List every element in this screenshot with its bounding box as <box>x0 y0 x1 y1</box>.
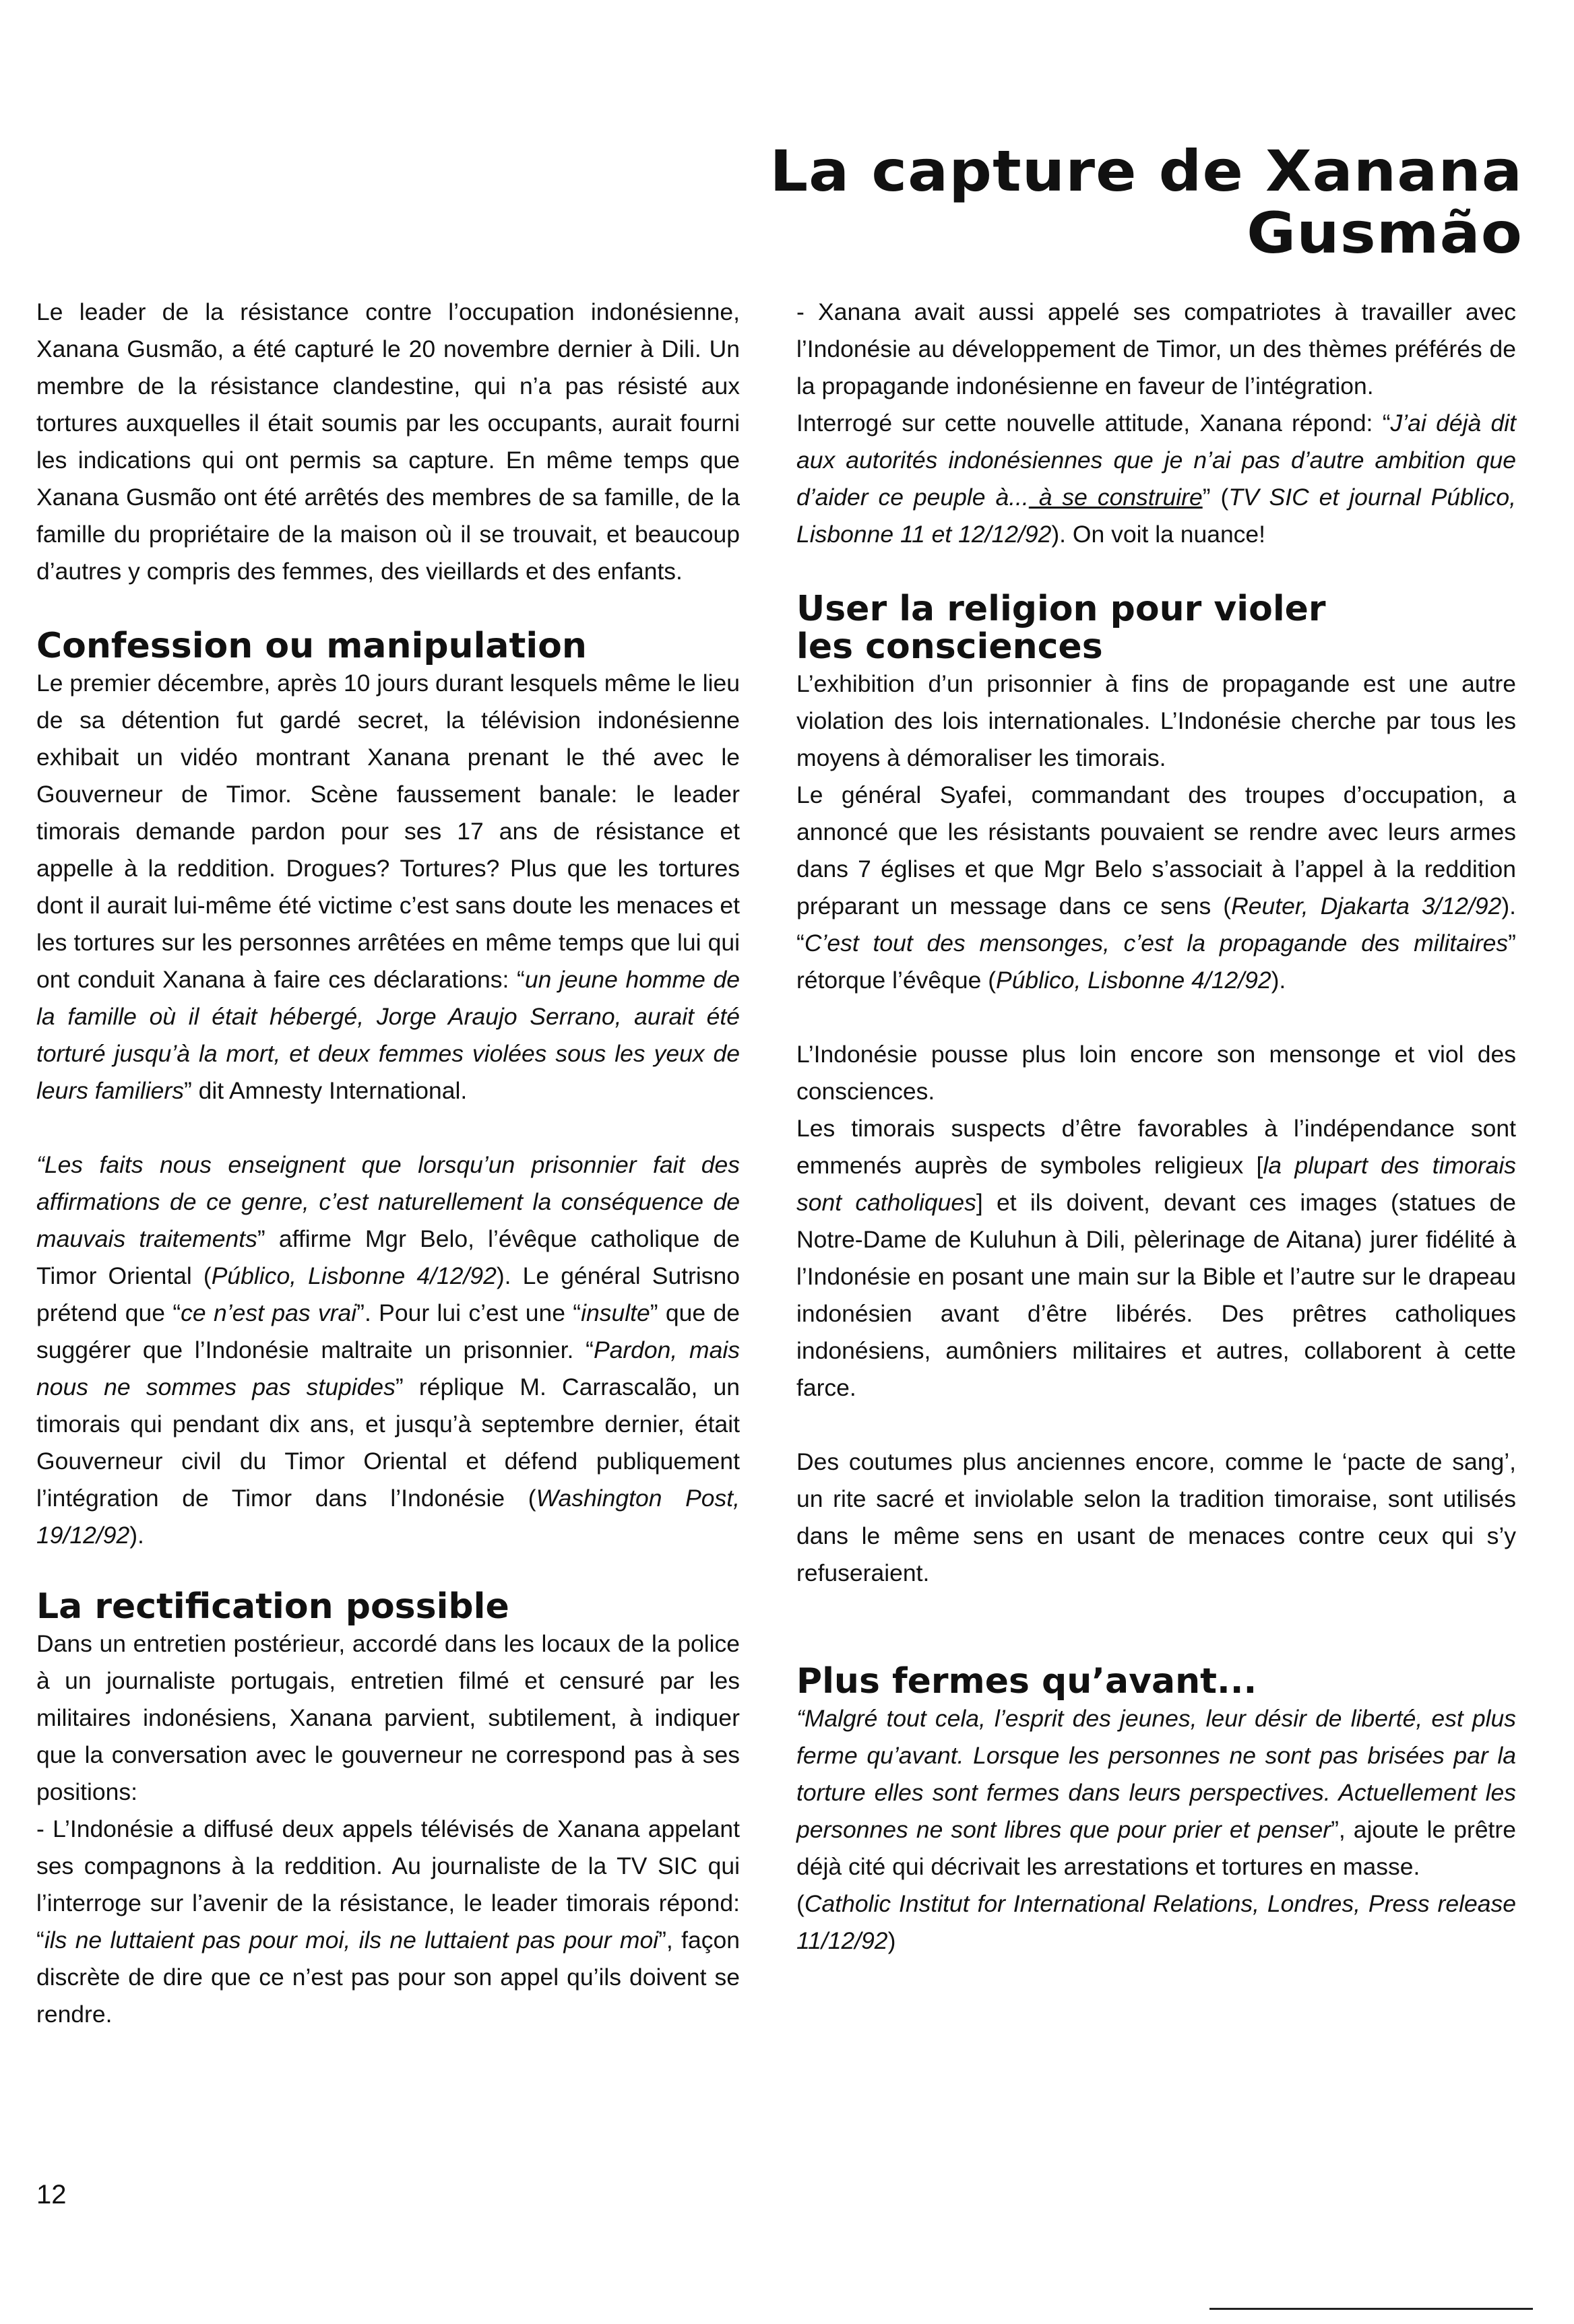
heading-line: User la religion pour violer <box>796 589 1326 629</box>
quote-run: J’ai déjà dit aux autorités indonésiennes que je n’ai pas d’autre ambition que d’aider ce peuple à... <box>796 410 1516 511</box>
source-run: Público, Lisbonne 4/12/92 <box>996 967 1271 994</box>
quote-run: “Les faits nous enseignent que lorsqu’un prisonnier fait des affirmations de ce genre, c’est naturellement la conséquence de mauvais traitements <box>36 1151 740 1252</box>
rectification-paragraph-1: Dans un entretien postérieur, accordé dans les locaux de la police à un journaliste portugais, entretien filmé et censuré par les militaires indonésiens, Xanana parvient, subtilement, à indiquer que la conversation avec le gouverneur ne correspond pas à ses positions: <box>36 1630 740 1805</box>
text-run: ” que de suggérer que l’Indonésie maltraite un prisonnier. “ <box>36 1299 741 1363</box>
spacer <box>796 1592 1516 1629</box>
confession-paragraph-2 <box>36 1147 740 1554</box>
spacer <box>36 1109 740 1147</box>
source-run: TV SIC et journal Público, Lisbonne 11 et 12/12/92 <box>796 484 1516 548</box>
religion-paragraph-5: Des coutumes plus anciennes encore, comme le ‘pacte de sang’, un rite sacré et inviolable selon la tradition timoraise, sont utilisés dans le même sens en usant de menaces contre ceux qui s’y refuseraient. <box>796 1448 1516 1586</box>
text-run: ” dit Amnesty International. <box>183 1077 468 1104</box>
text-run: Les timorais suspects d’être favorables à l’indépendance sont emmenés auprès de symboles religieux [ <box>796 1115 1516 1179</box>
heading-line: les consciences <box>796 626 1103 667</box>
heading-religion <box>796 590 1516 666</box>
religion-paragraph-2 <box>796 777 1516 999</box>
spacer <box>796 1407 1516 1444</box>
spacer <box>796 553 1516 590</box>
text-run: ). Le général Sutrisno prétend que “ <box>36 1262 741 1326</box>
fermes-paragraph <box>796 1700 1516 1885</box>
text-run: ”, ajoute le prêtre déjà cité qui décrivait les arrestations et tortures en masse. <box>796 1816 1516 1880</box>
text-run: ” ( <box>1202 484 1229 511</box>
quote-run: “Malgré tout cela, l’esprit des jeunes, leur désir de liberté, est plus ferme qu’avant. Lorsque les personnes ne sont pas brisées par la torture elles sont fermes dans leurs perspectives. Actuellement les personnes ne sont libres que pour prier et penser <box>796 1705 1516 1843</box>
source-run: Catholic Institut for International Relations, Londres, Press release 11/12/92 <box>796 1890 1516 1954</box>
text-run: Le premier décembre, après 10 jours durant lesquels même le lieu de sa détention fut gardé secret, la télévision indonésienne exhibait un vidéo montrant Xanana prenant le thé avec le Gouverneur de Timor. Scène faussement banale: le leader timorais demande pardon pour ses 17 ans de résistance et appelle à la reddition. Drogues? Tortures? Plus que les tortures dont il aurait lui-même été victime c’est sans doute les menaces et les tortures sur les personnes arrêtées en même temps que lui qui ont conduit Xanana à faire ces déclarations: “ <box>36 670 740 993</box>
quote-run: un jeune homme de la famille où il était hébergé, Jorge Araujo Serrano, aurait été torturé jusqu’à la mort, et deux femmes violées sous les yeux de leurs familiers <box>36 966 740 1104</box>
heading-fermes: Plus fermes qu’avant... <box>796 1661 1257 1702</box>
spacer <box>796 1629 1516 1663</box>
text-run: ). <box>129 1522 144 1549</box>
spacer <box>36 590 740 627</box>
text-run: ( <box>796 1890 805 1917</box>
footer-rule <box>1209 2308 1533 2310</box>
text-run: ”. Pour lui c’est une “ <box>356 1299 581 1326</box>
spacer <box>796 999 1516 1036</box>
underlined-quote-run: à se construire <box>1028 484 1203 511</box>
right-column <box>796 294 1516 1960</box>
text-run: ). <box>1271 967 1286 994</box>
text-run: Interrogé sur cette nouvelle attitude, Xanana répond: “ <box>796 410 1391 437</box>
confession-paragraph-1 <box>36 665 740 1109</box>
article-title: La capture de Xanana Gusmão <box>769 138 1523 267</box>
text-run: ” affirme Mgr Belo, l’évêque catholique de Timor Oriental ( <box>36 1225 740 1289</box>
text-run: ] et ils doivent, devant ces images (statues de Notre-Dame de Kuluhun à Dili, pèlerinage de Aitana) jurer fidélité à l’Indonésie en posant une main sur la Bible et l’autre sur le drapeau indonésien avant d’être libérés. Des prêtres catholiques indonésiens, aumôniers militaires et autres, collaborent à cette farce. <box>796 1189 1516 1401</box>
intro-paragraph: Le leader de la résistance contre l’occupation indonésienne, Xanana Gusmão, a été capturé le 20 novembre dernier à Dili. Un membre de la résistance clandestine, qui n’a pas résisté aux tortures auxquelles il était soumis par les occupants, aurait fourni les indications qui ont permis sa capture. En même temps que Xanana Gusmão ont été arrêtés des membres de sa famille, de la famille du propriétaire de la maison où il se trouvait, et beaucoup d’autres y compris des femmes, des vieillards et des enfants. <box>36 298 740 585</box>
text-run: ” réplique M. Carrascalão, un timorais qui pendant dix ans, et jusqu’à septembre dernier, était Gouverneur civil du Timor Oriental et défend publiquement l’intégration de Timor dans l’Indonésie ( <box>36 1374 740 1512</box>
text-run: ”, façon discrète de dire que ce n’est pas pour son appel qu’ils doivent se rendre. <box>36 1927 740 2028</box>
quote-run: Pardon, mais nous ne sommes pas stupides <box>36 1336 740 1400</box>
source-run: Reuter, Djakarta 3/12/92 <box>1231 893 1502 919</box>
left-column <box>36 294 740 2033</box>
religion-paragraph-4 <box>796 1110 1516 1407</box>
quote-run: insulte <box>581 1299 650 1326</box>
text-run: ). “ <box>796 893 1516 957</box>
source-run: Público, Lisbonne 4/12/92 <box>211 1262 497 1289</box>
quote-run: ce n’est pas vrai <box>181 1299 357 1326</box>
continuation-paragraph-1: - Xanana avait aussi appelé ses compatriotes à travailler avec l’Indonésie au développement de Timor, un des thèmes préférés de la propagande indonésienne en faveur de l’intégration. <box>796 298 1516 399</box>
page-number: 12 <box>36 2180 67 2209</box>
spacer <box>36 1554 740 1588</box>
quote-run: ils ne luttaient pas pour moi, ils ne luttaient pas pour moi <box>44 1927 659 1954</box>
rectification-paragraph-2 <box>36 1811 740 2033</box>
text-run: - L’Indonésie a diffusé deux appels télévisés de Xanana appelant ses compagnons à la reddition. Au journaliste de la TV SIC qui l’interroge sur l’avenir de la résistance, le leader timorais répond: “ <box>36 1815 740 1954</box>
continuation-paragraph-2 <box>796 405 1516 553</box>
heading-rectification: La rectification possible <box>36 1586 509 1627</box>
italic-run: la plupart des timorais sont catholiques <box>796 1152 1516 1216</box>
text-run: Le général Syafei, commandant des troupes d’occupation, a annoncé que les résistants pouvaient se rendre avec leurs armes dans 7 églises et que Mgr Belo s’associait à l’appel à la reddition préparant un message dans ce sens ( <box>796 781 1516 919</box>
religion-paragraph-3: L’Indonésie pousse plus loin encore son mensonge et viol des consciences. <box>796 1041 1516 1105</box>
text-run: ) <box>887 1927 896 1954</box>
heading-confession: Confession ou manipulation <box>36 626 587 666</box>
religion-paragraph-1: L’exhibition d’un prisonnier à fins de propagande est une autre violation des lois internationales. L’Indonésie cherche par tous les moyens à démoraliser les timorais. <box>796 670 1516 771</box>
text-run: ). On voit la nuance! <box>1051 521 1266 548</box>
source-run: Washington Post, 19/12/92 <box>36 1485 740 1549</box>
fermes-source <box>796 1885 1516 1960</box>
text-run: ” rétorque l’évêque ( <box>796 930 1516 994</box>
quote-run: C’est tout des mensonges, c’est la propagande des militaires <box>804 930 1509 957</box>
